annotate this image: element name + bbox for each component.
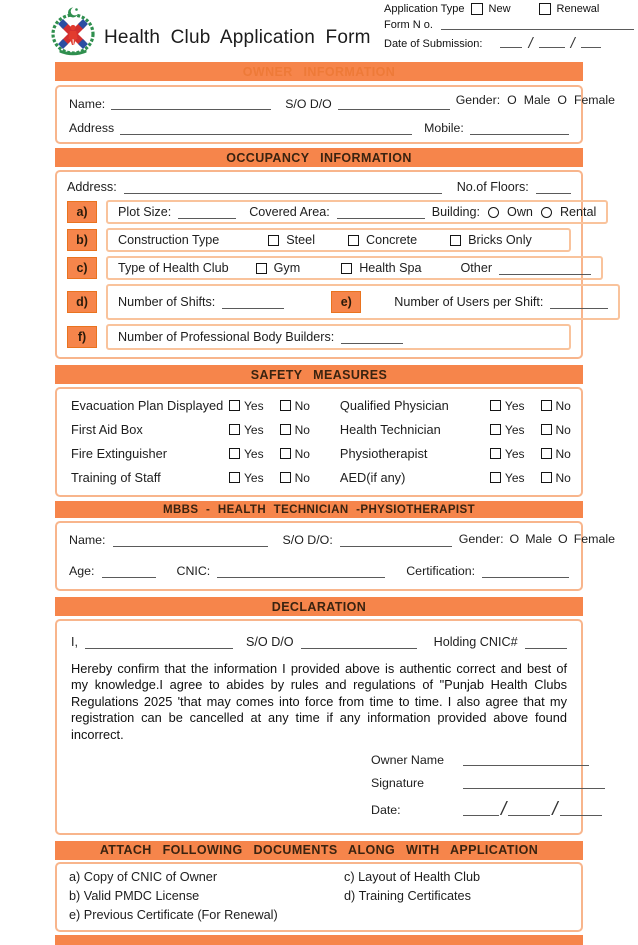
male-radio[interactable]: O [507,93,517,107]
date-year-field[interactable] [581,39,601,48]
health-spa-label: Health Spa [359,261,422,275]
owner-gender-label: Gender: [455,93,501,107]
floors-label: No.of Floors: [456,180,529,194]
health-spa-checkbox[interactable] [341,263,352,274]
aed-label: AED(if any) [339,470,406,485]
date-of-submission-label: Date of Submission: [384,37,483,50]
yes-label: Yes [244,398,264,413]
yes-label: Yes [504,446,525,461]
renewal-checkbox[interactable] [539,3,551,15]
yes-label: Yes [244,422,264,437]
form-header [0,0,638,62]
date-month-field[interactable] [539,39,565,48]
physiotherapist-label: Physiotherapist [339,446,428,461]
physician-no-checkbox[interactable] [541,400,552,411]
owner-address-field[interactable] [120,122,412,135]
floors-field[interactable] [536,181,571,194]
fire-no-checkbox[interactable] [280,448,291,459]
aed-yes-checkbox[interactable] [490,472,501,483]
professional-section-bar [55,501,583,518]
no-label: No [294,446,310,461]
safety-box [55,387,583,497]
plot-size-field[interactable] [178,206,236,219]
first-aid-box-label: First Aid Box [71,422,143,437]
certification-label: Certification: [406,564,476,578]
other-field[interactable] [499,262,591,275]
decl-sodo-label: S/O D/O [246,635,294,649]
no-label: No [294,470,310,485]
safety-title: SAFETY MEASURES [250,367,388,382]
tag-e: e) [331,291,361,313]
occ-address-label: Address: [67,180,117,194]
row-f [65,324,573,350]
body-builders-label: Number of Professional Body Builders: [118,330,335,344]
date-slash: / [501,798,507,820]
building-label: Building: [431,205,481,219]
bricks-only-checkbox[interactable] [450,235,461,246]
attachments-section-bar [55,841,583,860]
aed-no-checkbox[interactable] [541,472,552,483]
owner-mobile-field[interactable] [470,122,569,135]
declaration-section-bar [55,597,583,616]
physio-no-checkbox[interactable] [541,448,552,459]
attachments-title: ATTACH FOLLOWING DOCUMENTS ALONG WITH APPLICATION [99,843,539,858]
age-label: Age: [69,564,95,578]
no-label: No [294,422,310,437]
first-aid-no-checkbox[interactable] [280,424,291,435]
attachment-item: c) Layout of Health Club [344,869,481,884]
evacuation-no-checkbox[interactable] [280,400,291,411]
form-no-label: Form N o. [384,19,433,31]
page-title: Health Club Application Form [104,27,371,48]
concrete-label: Concrete [366,233,418,247]
first-aid-yes-checkbox[interactable] [229,424,240,435]
covered-area-label: Covered Area: [249,205,330,219]
new-checkbox[interactable] [471,3,483,15]
new-label: New [488,3,511,15]
row-b [65,228,573,252]
owner-address-label: Address [69,121,115,135]
own-label: Own [507,205,533,219]
own-radio[interactable] [488,207,499,218]
yes-label: Yes [504,422,525,437]
yes-label: Yes [244,446,264,461]
safety-section-bar [55,365,583,384]
decl-i-label: I, [71,635,78,649]
fire-extinguisher-label: Fire Extinguisher [71,446,168,461]
no-label: No [555,398,571,413]
decl-date-month-field[interactable] [508,803,550,816]
owner-name-label: Name: [69,96,106,111]
evacuation-yes-checkbox[interactable] [229,400,240,411]
training-yes-checkbox[interactable] [229,472,240,483]
owner-name-sign-field[interactable] [463,753,589,766]
other-label: Other [460,261,493,275]
form-body [55,62,616,945]
owner-sodo-field[interactable] [338,97,450,110]
steel-checkbox[interactable] [268,235,279,246]
club-type-label: Type of Health Club [118,261,229,275]
tag-c: c) [67,257,97,279]
signature-block [371,753,567,821]
owner-info-box [55,85,615,144]
concrete-checkbox[interactable] [348,235,359,246]
prof-sodo-field[interactable] [340,534,452,547]
date-day-field[interactable] [500,39,522,48]
occ-address-field[interactable] [124,181,442,194]
declaration-paragraph: Hereby confirm that the information I provided above is authentic correct and best of my knowledge.I agree to abides by rules and regulations of "Punjab Health Clubs Regulations 2025 'that may comes into force from time to time. I also agree that my registration can be cancelled at any time if any information provided above found incorrect. [71,661,567,742]
bricks-only-label: Bricks Only [468,233,532,247]
signature-label: Signature [371,775,425,790]
evacuation-plan-label: Evacuation Plan Displayed [71,398,224,413]
owner-section-title: OWNER INFORMATION [242,64,396,79]
users-per-shift-field[interactable] [550,296,608,309]
no-label: No [555,470,571,485]
age-field[interactable] [102,565,156,578]
punjab-health-logo-icon [46,5,100,64]
decl-date-year-field[interactable] [560,803,602,816]
owner-sodo-label: S/O D/O [285,96,332,111]
male-label: Male [523,93,551,107]
physician-yes-checkbox[interactable] [490,400,501,411]
health-technician-label: Health Technician [339,422,441,437]
no-label: No [555,446,571,461]
no-label: No [555,422,571,437]
tag-a: a) [67,201,97,223]
covered-area-field[interactable] [337,206,425,219]
holding-cnic-field[interactable] [525,636,567,649]
footer-bar [55,935,583,945]
shifts-label: Number of Shifts: [118,295,216,309]
decl-date-day-field[interactable] [463,803,499,816]
gym-checkbox[interactable] [256,263,267,274]
attachment-item: d) Training Certificates [344,888,471,903]
prof-female-label: Female [573,532,616,546]
declaration-box [55,619,583,835]
cnic-field[interactable] [217,565,385,578]
date-slash: / [570,35,575,52]
qualified-physician-label: Qualified Physician [339,398,449,413]
occupancy-title: OCCUPANCY INFORMATION [226,150,412,165]
shifts-field[interactable] [222,296,284,309]
application-type-label: Application Type [384,3,465,15]
body-builders-field[interactable] [341,331,403,344]
attachment-item: e) Previous Certificate (For Renewal) [69,907,278,922]
holding-cnic-label: Holding CNIC# [433,635,518,649]
tag-b: b) [67,229,97,251]
physio-yes-checkbox[interactable] [490,448,501,459]
renewal-label: Renewal [556,3,600,15]
row-d-e [65,284,573,320]
yes-label: Yes [244,470,264,485]
attachment-item: b) Valid PMDC License [69,888,200,903]
steel-label: Steel [286,233,315,247]
attachment-item: a) Copy of CNIC of Owner [69,869,218,884]
prof-name-field[interactable] [113,534,268,547]
decl-name-field[interactable] [85,636,233,649]
owner-name-sign-label: Owner Name [371,752,444,767]
prof-male-label: Male [525,532,553,546]
tag-d: d) [67,291,97,313]
date-slash: / [552,798,558,820]
prof-female-radio[interactable]: O [558,532,568,546]
prof-gender-label: Gender: [458,532,504,546]
owner-mobile-label: Mobile: [424,121,464,135]
owner-section-bar [55,62,583,81]
cnic-label: CNIC: [176,564,211,578]
training-no-checkbox[interactable] [280,472,291,483]
yes-label: Yes [504,470,525,485]
training-of-staff-label: Training of Staff [71,470,161,485]
plot-size-label: Plot Size: [118,205,172,219]
rental-label: Rental [559,205,597,219]
owner-name-field[interactable] [111,97,271,110]
occupancy-section-bar [55,148,583,167]
technician-yes-checkbox[interactable] [490,424,501,435]
female-radio[interactable]: O [557,93,567,107]
prof-male-radio[interactable]: O [509,532,520,546]
professional-box [55,521,616,591]
female-label: Female [573,93,615,107]
certification-field[interactable] [482,565,569,578]
construction-type-label: Construction Type [118,233,220,247]
fire-yes-checkbox[interactable] [229,448,240,459]
occupancy-box [55,170,597,359]
declaration-title: DECLARATION [271,599,367,614]
header-meta [384,3,634,56]
date-slash: / [528,35,533,52]
prof-sodo-label: S/O D/O: [282,533,333,547]
attachments-box [55,862,583,932]
professional-title: MBBS - HEALTH TECHNICIAN -PHYSIOTHERAPIST [162,503,476,516]
rental-radio[interactable] [541,207,552,218]
technician-no-checkbox[interactable] [541,424,552,435]
tag-f: f) [67,326,97,348]
row-a [65,200,597,224]
yes-label: Yes [504,398,525,413]
no-label: No [294,398,310,413]
row-c [65,256,573,280]
prof-name-label: Name: [69,533,106,547]
signature-field[interactable] [463,776,605,789]
gym-label: Gym [273,261,301,275]
decl-sodo-field[interactable] [301,636,417,649]
users-per-shift-label: Number of Users per Shift: [394,295,544,309]
decl-date-label: Date: [371,802,401,817]
form-no-field[interactable] [441,21,634,30]
